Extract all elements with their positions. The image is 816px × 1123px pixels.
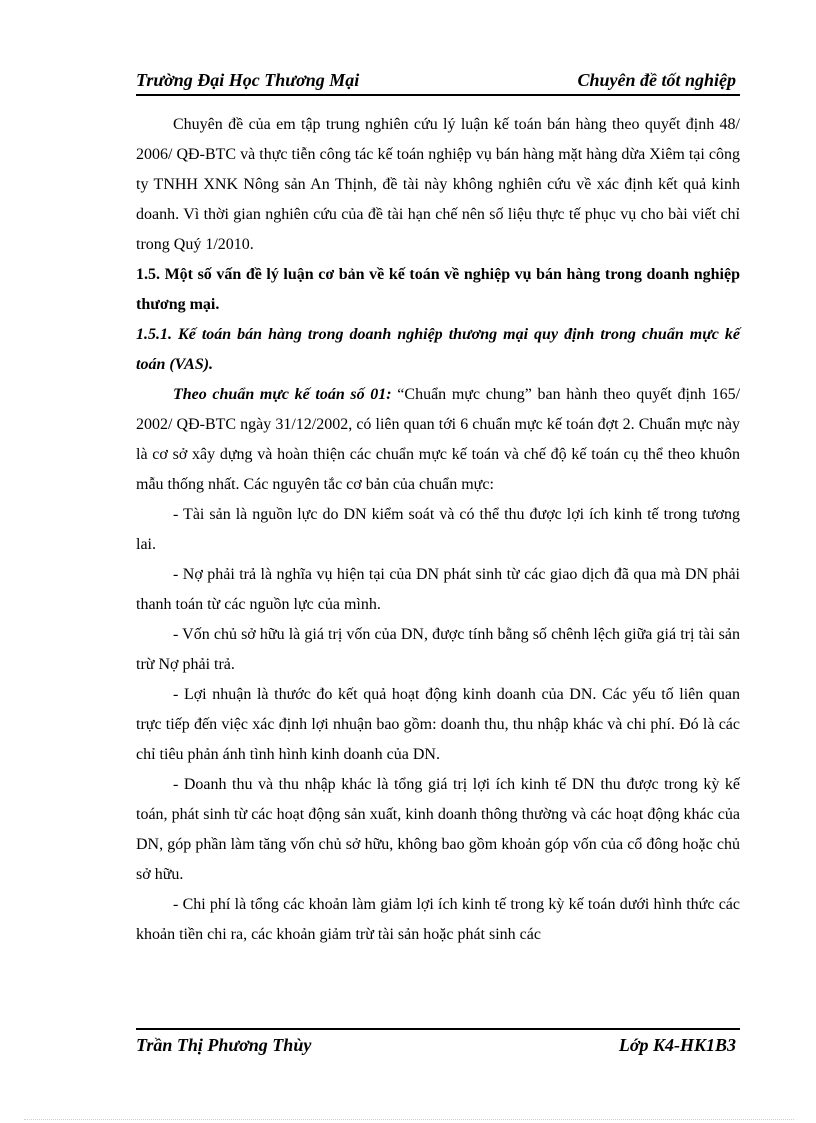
bullet-expenses: - Chi phí là tổng các khoản làm giảm lợi ích kinh tế trong kỳ kế toán dưới hình thức các khoản tiền chi ra, các khoản giảm trừ tài sản hoặc phát sinh các bbox=[136, 896, 740, 943]
intro-paragraph: Chuyên đề của em tập trung nghiên cứu lý luận kế toán bán hàng theo quyết định 48/ 2006/ QĐ-BTC và thực tiễn công tác kế toán nghiệp vụ bán hàng mặt hàng dừa Xiêm tại công ty TNHH XNK Nông sản An Thịnh, đề tài này không nghiên cứu về xác định kết quả kinh doanh. Vì thời gian nghiên cứu của đề tài hạn chế nên số liệu thực tế phục vụ cho bài viết chỉ trong Quý 1/2010. bbox=[136, 116, 740, 253]
bullet-liabilities: - Nợ phải trả là nghĩa vụ hiện tại của DN phát sinh từ các giao dịch đã qua mà DN phải thanh toán từ các nguồn lực của mình. bbox=[136, 566, 740, 613]
footer-class-code: Lớp K4-HK1B3 bbox=[618, 1035, 736, 1055]
page-bottom-divider bbox=[24, 1119, 794, 1120]
page-header bbox=[136, 68, 740, 96]
header-school-name: Trường Đại Học Thương Mại bbox=[136, 70, 360, 90]
section-heading-1-5: 1.5. Một số vấn đề lý luận cơ bản về kế toán về nghiệp vụ bán hàng trong doanh nghiệp thương mại. bbox=[136, 266, 740, 313]
section-heading-1-5-1: 1.5.1. Kế toán bán hàng trong doanh nghiệp thương mại quy định trong chuẩn mực kế toán (VAS). bbox=[136, 326, 740, 373]
standard-paragraph bbox=[136, 380, 740, 500]
standard-text: “Chuẩn mực chung” ban hành theo quyết định 165/ 2002/ QĐ-BTC ngày 31/12/2002, có liên quan tới 6 chuẩn mực kế toán đợt 2. Chuẩn mực này là cơ sở xây dựng và hoàn thiện các chuẩn mực kế toán và chế độ kế toán cụ thể theo khuôn mẫu thống nhất. Các nguyên tắc cơ bản của chuẩn mực: bbox=[136, 386, 741, 493]
footer-author-name: Trần Thị Phương Thùy bbox=[136, 1035, 312, 1055]
page-body bbox=[136, 110, 740, 950]
bullet-revenue: - Doanh thu và thu nhập khác là tổng giá trị lợi ích kinh tế DN thu được trong kỳ kế toán, phát sinh từ các hoạt động sản xuất, kinh doanh thông thường và các hoạt động khác của DN, góp phần làm tăng vốn chủ sở hữu, không bao gồm khoản góp vốn của cổ đông hoặc chủ sở hữu. bbox=[136, 776, 740, 883]
bullet-equity: - Vốn chủ sở hữu là giá trị vốn của DN, được tính bằng số chênh lệch giữa giá trị tài sản trừ Nợ phải trả. bbox=[136, 626, 740, 673]
bullet-profit: - Lợi nhuận là thước đo kết quả hoạt động kinh doanh của DN. Các yếu tố liên quan trực tiếp đến việc xác định lợi nhuận bao gồm: doanh thu, thu nhập khác và chi phí. Đó là các chỉ tiêu phản ánh tình hình kinh doanh của DN. bbox=[136, 686, 740, 763]
header-document-type: Chuyên đề tốt nghiệp bbox=[577, 70, 736, 90]
standard-lead: Theo chuẩn mực kế toán số 01: bbox=[173, 386, 392, 403]
bullet-assets: - Tài sản là nguồn lực do DN kiểm soát và có thể thu được lợi ích kinh tế trong tương lai. bbox=[136, 506, 740, 553]
page-footer bbox=[136, 1028, 740, 1059]
